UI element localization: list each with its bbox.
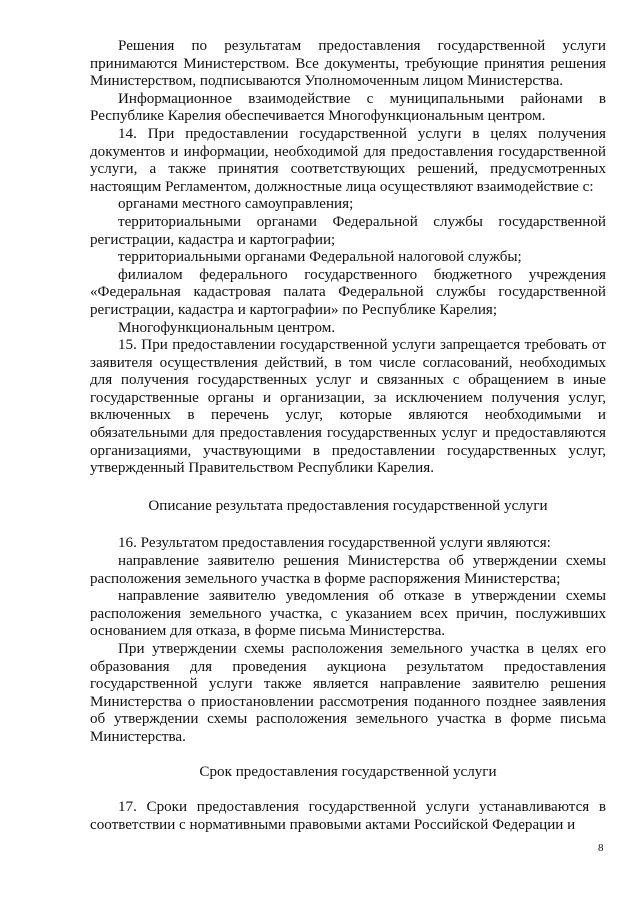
list-item-local-government: органами местного самоуправления; <box>118 196 354 213</box>
paragraph-auction-case: При утверждении схемы расположения земельного участка в целях его образования для проведения аукциона результатом предоставления государственной услуги также является направление заявителю решения Министерства о приостановлении рассмотрения поданного позднее заявления об утверждении схемы расположения земельного участка в форме письма Министерства. <box>90 641 606 745</box>
paragraph-information-interaction: Информационное взаимодействие с муниципальными районами в Республике Карелия обеспечивается Многофункциональным центром. <box>90 90 606 125</box>
paragraph-17: 17. Сроки предоставления государственной услуги устанавливаются в соответствии с нормативными правовыми актами Российской Федерации и <box>90 799 606 833</box>
paragraph-15: 15. При предоставлении государственной услуги запрещается требовать от заявителя осуществления действий, в том числе согласований, необходимых для получения государственных услуг и связанных с обращением в иные государственные органы и организации, за исключением получения услуг, включенных в перечень услуг, которые являются необходимыми и обязательными для предоставления государственных услуг и предоставляются организациями, участвующими в предоставлении государственных услуг, утвержденный Правительством Республики Карелия. <box>90 337 606 477</box>
section-heading-term: Срок предоставления государственной услуги <box>199 763 497 780</box>
list-item-cadastral-chamber: филиалом федерального государственного бюджетного учреждения «Федеральная кадастровая палата Федеральной службы государственной регистрации, кадастра и картографии» по Республике Карелия; <box>90 266 606 318</box>
paragraph-decisions: Решения по результатам предоставления государственной услуги принимаются Министерством. Все документы, требующие принятия решения Министерством, подписываются Уполномоченным лицом Министерства. <box>90 38 606 90</box>
list-item-registration-service: территориальными органами Федеральной службы государственной регистрации, кадастра и картографии; <box>90 213 606 248</box>
document-body <box>90 38 606 834</box>
list-item-tax-service: территориальными органами Федеральной налоговой службы; <box>118 249 522 266</box>
paragraph-14: 14. При предоставлении государственной услуги в целях получения документов и информации, необходимой для предоставления государственной услуги, а также принятия соответствующих решений, предусмотренных настоящим Регламентом, должностные лица осуществляют взаимодействие с: <box>90 125 606 195</box>
page-number: 8 <box>598 842 604 854</box>
section-heading-result: Описание результата предоставления государственной услуги <box>148 497 548 514</box>
list-item-approval-decision: направление заявителю решения Министерства об утверждении схемы расположения земельного участка в форме распоряжения Министерства; <box>90 553 606 587</box>
list-item-mfc: Многофункциональным центром. <box>118 319 336 336</box>
paragraph-16: 16. Результатом предоставления государственной услуги являются: <box>118 535 551 552</box>
list-item-refusal-notice: направление заявителю уведомления об отказе в утверждении схемы расположения земельного участка, с указанием всех причин, послуживших основанием для отказа, в форме письма Министерства. <box>90 588 606 640</box>
